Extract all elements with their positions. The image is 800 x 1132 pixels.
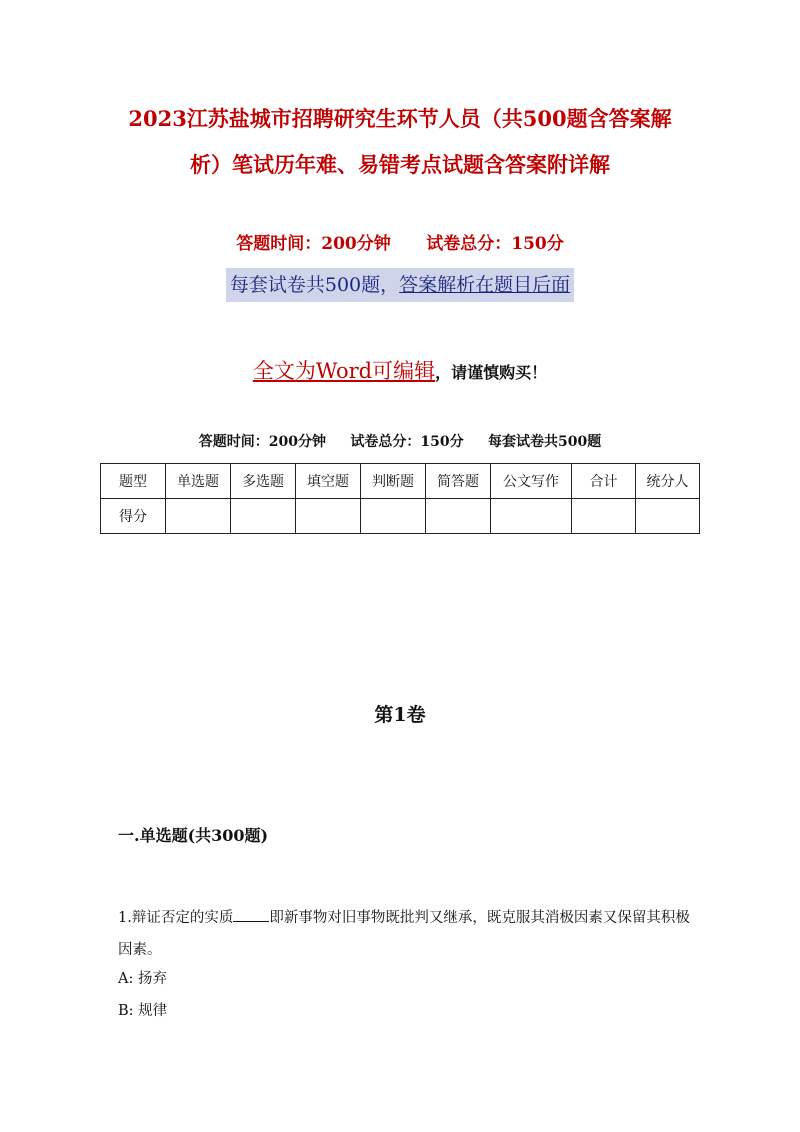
editable-notice-black: ，请谨慎购买！ — [435, 363, 548, 382]
exam-time: 答题时间：200分钟 — [236, 234, 391, 254]
score-cell — [491, 499, 572, 534]
question-suffix: 即新事物对旧事物既批判又继承，既克服其消极因素又保留其积极因素。 — [118, 910, 690, 958]
score-cell — [231, 499, 296, 534]
score-table-score-row — [101, 499, 700, 534]
summary-count: 每套试卷共500题 — [487, 434, 602, 450]
editable-notice — [0, 355, 800, 385]
score-header-cell: 判断题 — [361, 464, 426, 499]
score-header-cell: 填空题 — [296, 464, 361, 499]
question-prefix: 1.辩证否定的实质 — [118, 910, 234, 926]
score-header-cell: 单选题 — [166, 464, 231, 499]
score-header-cell: 合计 — [572, 464, 636, 499]
answer-blank — [233, 907, 269, 922]
exam-total-score: 试卷总分：150分 — [426, 234, 564, 254]
option-a: A: 扬弃 — [118, 971, 167, 987]
question-stem — [118, 902, 698, 966]
score-header-cell: 简答题 — [426, 464, 491, 499]
exam-summary — [0, 431, 800, 451]
title-line-2: 析）笔试历年难、易错考点试题含答案附详解 — [190, 152, 610, 177]
editable-notice-red: 全文为Word可编辑 — [252, 359, 436, 383]
notice-wrap — [0, 268, 800, 302]
score-cell — [426, 499, 491, 534]
notice-part-2: 答案解析在题目后面 — [399, 274, 571, 296]
score-table-header-row — [101, 464, 700, 499]
section-title: 第1卷 — [374, 704, 426, 726]
score-header-cell: 多选题 — [231, 464, 296, 499]
notice-part-1: 每套试卷共500题， — [229, 274, 400, 296]
score-cell — [572, 499, 636, 534]
score-header-cell: 统分人 — [636, 464, 700, 499]
summary-score: 试卷总分：150分 — [350, 434, 464, 450]
summary-time: 答题时间：200分钟 — [198, 434, 326, 450]
score-header-cell: 公文写作 — [491, 464, 572, 499]
exam-meta-red — [0, 229, 800, 254]
score-cell — [361, 499, 426, 534]
score-table — [100, 463, 700, 534]
score-cell — [166, 499, 231, 534]
part-title: 一.单选题(共300题) — [118, 826, 269, 845]
document-title — [100, 96, 700, 188]
score-cell — [296, 499, 361, 534]
score-row-label: 得分 — [101, 499, 166, 534]
title-line-1: 2023江苏盐城市招聘研究生环节人员（共500题含答案解 — [128, 106, 672, 131]
score-header-cell: 题型 — [101, 464, 166, 499]
score-cell — [636, 499, 700, 534]
notice-banner — [226, 268, 574, 302]
option-b: B: 规律 — [118, 1003, 168, 1019]
